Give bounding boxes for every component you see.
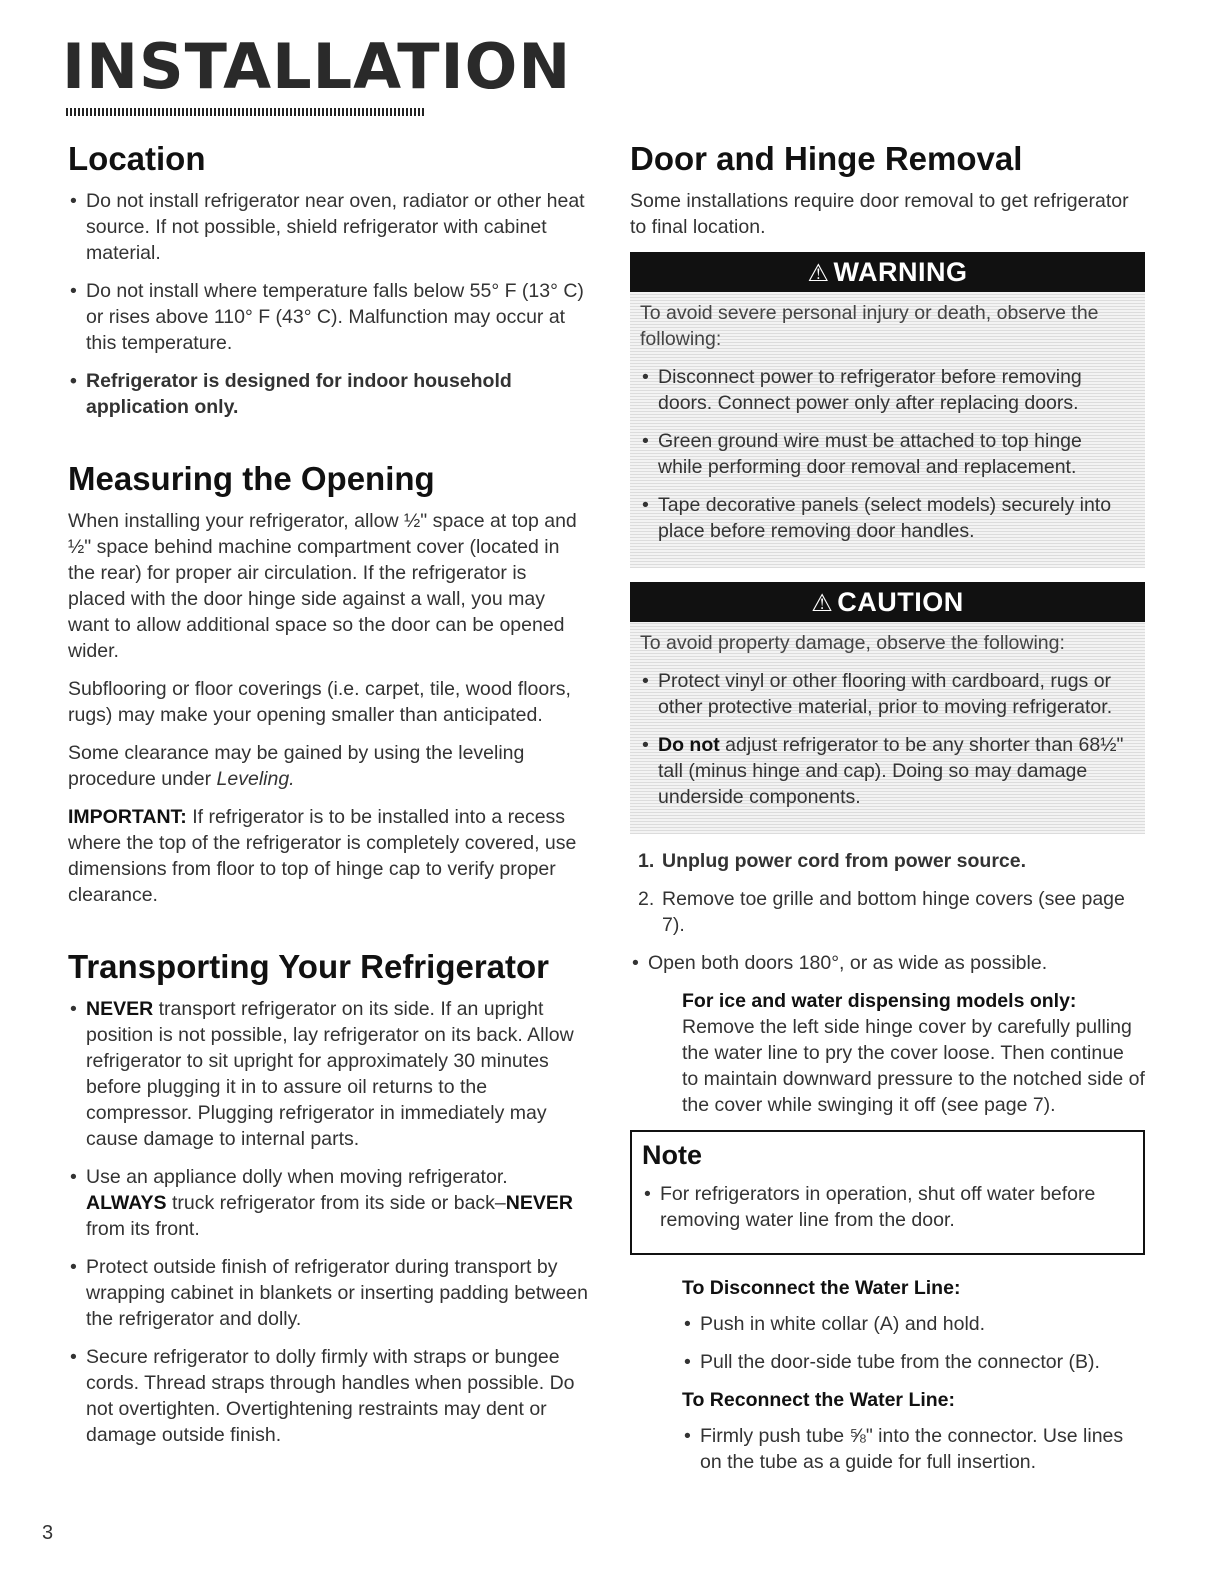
caution-item: • Protect vinyl or other flooring with cardboard, rugs or other protective material, prior to moving refrigerator. <box>640 668 1127 720</box>
disconnect-list <box>630 1311 1145 1375</box>
never-label: NEVER <box>505 1191 573 1214</box>
caution-intro: To avoid property damage, observe the following: <box>640 631 1065 654</box>
warning-label: WARNING <box>833 256 968 287</box>
title-rule <box>66 108 426 116</box>
note-title: Note <box>642 1139 702 1170</box>
reconnect-heading: To Reconnect the Water Line: <box>682 1388 956 1411</box>
always-label: ALWAYS <box>86 1191 167 1214</box>
ice-text: Remove the left side hinge cover by carefully pulling the water line to pry the cover loose. Then continue to maintain downward pressure to the notched side of the cover while swinging it off (see page 7). <box>682 1015 1145 1116</box>
leveling-reference: Leveling. <box>216 767 295 790</box>
warning-icon: ⚠ <box>807 259 830 287</box>
disconnect-item: • Push in white collar (A) and hold. <box>682 1311 1145 1337</box>
page-number: 3 <box>42 1522 54 1544</box>
transporting-text: truck refrigerator from its side or back– <box>166 1191 506 1214</box>
never-label: NEVER <box>86 997 154 1020</box>
warning-box <box>630 252 1145 568</box>
door-hinge-intro: Some installations require door removal to get refrigerator to final location. <box>630 189 1129 238</box>
steps-list <box>630 848 1145 938</box>
transporting-heading: Transporting Your Refrigerator <box>68 947 550 985</box>
caution-box <box>630 582 1145 834</box>
reconnect-item: • Firmly push tube ⅝" into the connector. Use lines on the tube as a guide for full insertion. <box>682 1423 1145 1475</box>
disconnect-item: • Pull the door-side tube from the connector (B). <box>682 1349 1145 1375</box>
note-list <box>642 1181 1133 1233</box>
important-label: IMPORTANT: <box>68 805 187 828</box>
disconnect-heading: To Disconnect the Water Line: <box>682 1276 961 1299</box>
transporting-text: transport refrigerator on its side. If an upright position is not possible, lay refrigerator on its back. Allow refrigerator to sit upright for approximately 30 minutes before plugging it in to assure oil returns to the compressor. Plugging refrigerator in immediately may cause damage to internal parts. <box>86 997 574 1150</box>
caution-body <box>630 622 1145 834</box>
warning-bar <box>630 252 1145 292</box>
step-text: Unplug power cord from power source. <box>662 849 1027 872</box>
location-list <box>68 188 588 420</box>
transporting-item <box>68 996 588 1152</box>
warning-item: • Tape decorative panels (select models) securely into place before removing door handles. <box>640 492 1127 544</box>
note-item: • For refrigerators in operation, shut off water before removing water line from the door. <box>642 1181 1133 1233</box>
transporting-item: • Protect outside finish of refrigerator during transport by wrapping cabinet in blankets or inserting padding between the refrigerator and dolly. <box>68 1254 588 1332</box>
left-column <box>68 140 588 1460</box>
measuring-heading: Measuring the Opening <box>68 459 435 497</box>
step-number: 1. <box>638 849 655 872</box>
do-not-label: Do not <box>658 733 720 756</box>
transporting-list <box>68 996 588 1448</box>
warning-icon: ⚠ <box>811 589 834 617</box>
step-2 <box>630 886 1145 938</box>
caution-bar <box>630 582 1145 622</box>
important-paragraph <box>68 804 588 908</box>
location-heading: Location <box>68 140 206 177</box>
step-number: 2. <box>638 887 655 910</box>
caution-label: CAUTION <box>837 586 964 617</box>
ice-heading: For ice and water dispensing models only: <box>682 989 1077 1012</box>
caution-item <box>640 732 1127 810</box>
door-hinge-heading: Door and Hinge Removal <box>630 140 1023 177</box>
important-text: If refrigerator is to be installed into a recess where the top of the refrigerator is completely covered, use dimensions from floor to top of hinge cap to verify proper clearance. <box>68 805 577 906</box>
caution-text: adjust refrigerator to be any shorter than 68½" tall (minus hinge and cap). Doing so may damage underside components. <box>658 733 1124 808</box>
caution-list <box>640 668 1127 810</box>
transporting-item: • Secure refrigerator to dolly firmly with straps or bungee cords. Thread straps through handles when possible. Do not overtighten. Overtightening restraints may dent or damage outside finish. <box>68 1344 588 1448</box>
right-column <box>630 140 1145 1487</box>
warning-item: • Green ground wire must be attached to top hinge while performing door removal and replacement. <box>640 428 1127 480</box>
warning-item: • Disconnect power to refrigerator before removing doors. Connect power only after replacing doors. <box>640 364 1127 416</box>
leveling-text: Some clearance may be gained by using the leveling procedure under <box>68 741 525 790</box>
transporting-text: Use an appliance dolly when moving refrigerator. <box>86 1165 508 1188</box>
location-item-bold: • Refrigerator is designed for indoor household application only. <box>68 368 588 420</box>
measuring-paragraph <box>68 740 588 792</box>
warning-body <box>630 292 1145 568</box>
measuring-paragraph: When installing your refrigerator, allow ½" space at top and ½" space behind machine compartment cover (located in the rear) for proper air circulation. If the refrigerator is placed with the door hinge side against a wall, you may want to allow additional space so the door can be opened wider. <box>68 509 577 662</box>
step-2-bullets <box>630 950 1145 976</box>
step-text: Remove toe grille and bottom hinge covers (see page 7). <box>662 887 1125 936</box>
page-title: INSTALLATION <box>62 30 572 103</box>
location-item: • Do not install refrigerator near oven, radiator or other heat source. If not possible, shield refrigerator with cabinet material. <box>68 188 588 266</box>
warning-list <box>640 364 1127 544</box>
measuring-paragraph: Subflooring or floor coverings (i.e. carpet, tile, wood floors, rugs) may make your opening smaller than anticipated. <box>68 677 571 726</box>
step-1 <box>630 848 1145 874</box>
step-2-bullet: • Open both doors 180°, or as wide as possible. <box>630 950 1145 976</box>
note-box <box>630 1130 1145 1255</box>
reconnect-list <box>630 1423 1145 1475</box>
transporting-item <box>68 1164 588 1242</box>
warning-intro: To avoid severe personal injury or death, observe the following: <box>640 301 1099 350</box>
transporting-text: from its front. <box>86 1217 200 1240</box>
location-item: • Do not install where temperature falls below 55° F (13° C) or rises above 110° F (43° C). Malfunction may occur at this temperature. <box>68 278 588 356</box>
